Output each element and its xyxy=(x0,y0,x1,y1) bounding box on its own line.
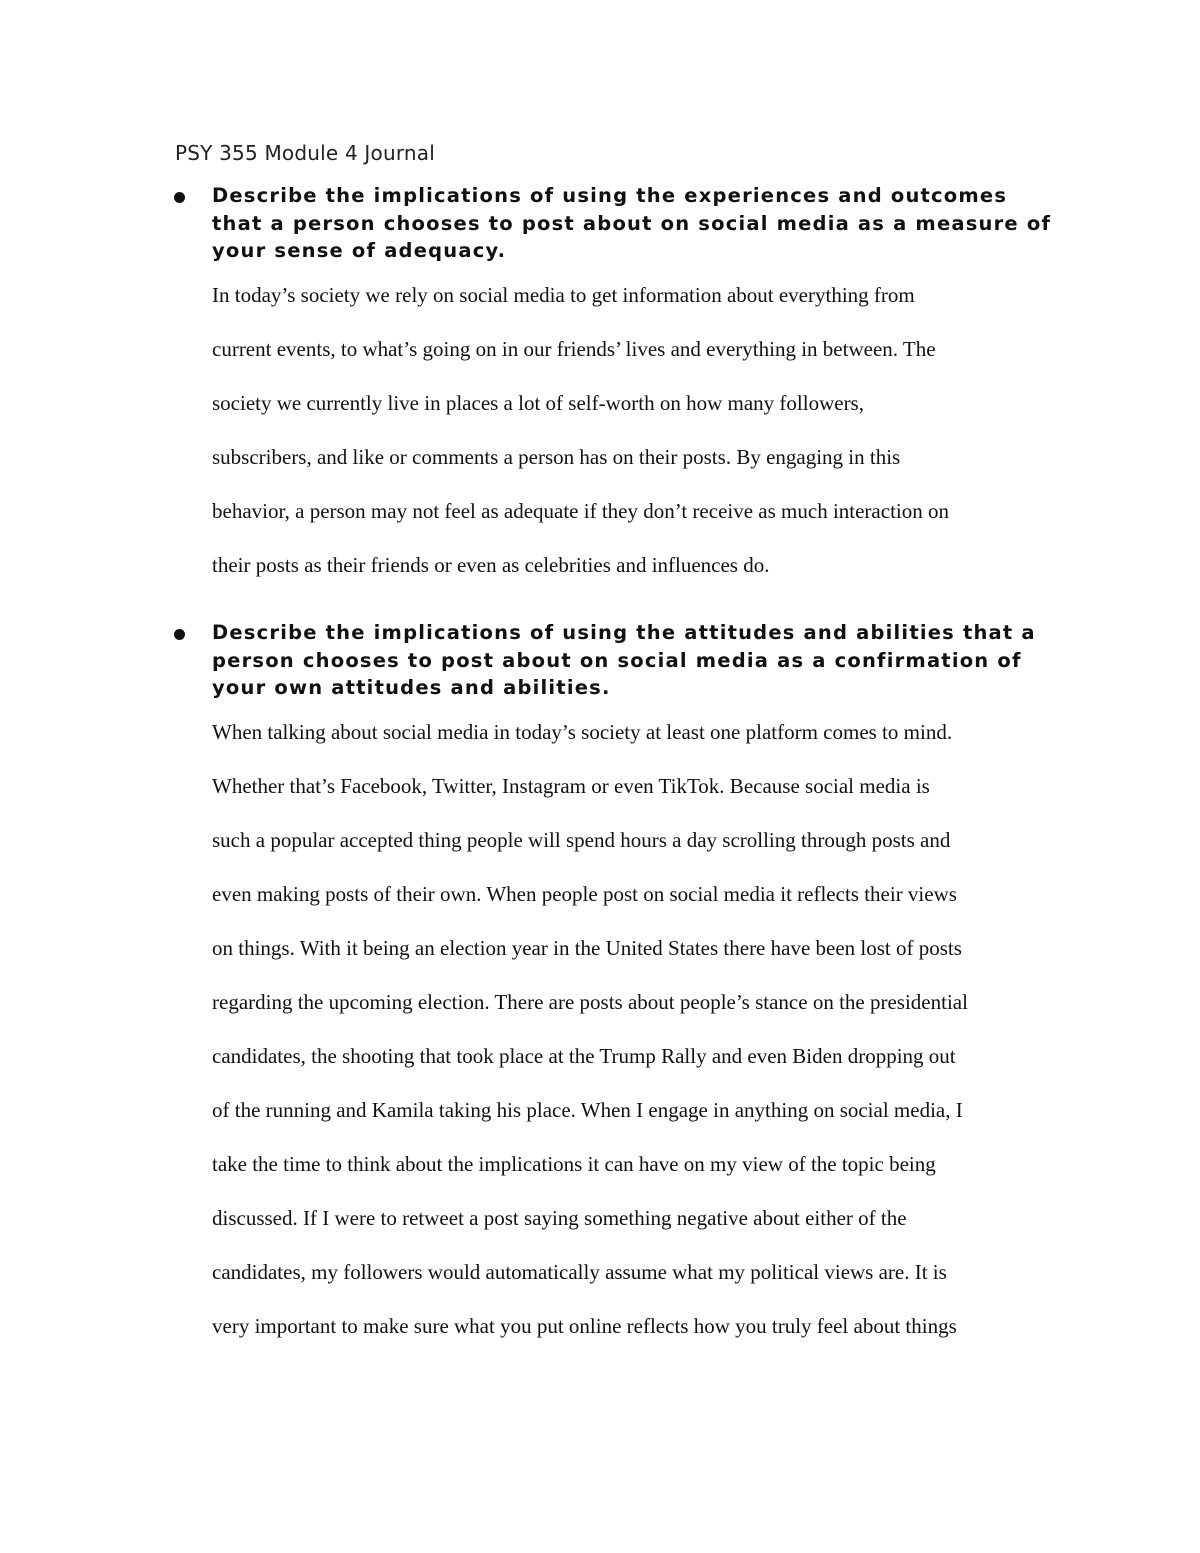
answer-line: even making posts of their own. When people post on social media it reflects their views xyxy=(212,882,957,906)
answer-line: such a popular accepted thing people will spend hours a day scrolling through posts and xyxy=(212,828,951,852)
answer-line: on things. With it being an election year in the United States there have been lost of posts xyxy=(212,936,962,960)
answer-line: take the time to think about the implications it can have on my view of the topic being xyxy=(212,1152,936,1176)
answer-line: candidates, the shooting that took place at the Trump Rally and even Biden dropping out xyxy=(212,1044,956,1068)
question-line: person chooses to post about on social media as a confirmation of xyxy=(212,648,1022,672)
answer-line: subscribers, and like or comments a person has on their posts. By engaging in this xyxy=(212,445,901,469)
answer-line: Whether that’s Facebook, Twitter, Instagram or even TikTok. Because social media is xyxy=(212,774,930,798)
answer-line: candidates, my followers would automatically assume what my political views are. It is xyxy=(212,1260,947,1284)
answer-line: In today’s society we rely on social media to get information about everything from xyxy=(212,283,915,307)
question-line: Describe the implications of using the attitudes and abilities that a xyxy=(212,621,1036,644)
question-2 xyxy=(212,619,1072,702)
answer-line: When talking about social media in today’s society at least one platform comes to mind. xyxy=(212,720,953,744)
answer-line: society we currently live in places a lot of self-worth on how many followers, xyxy=(212,391,864,415)
question-line: your own attitudes and abilities. xyxy=(212,676,611,699)
question-line: Describe the implications of using the experiences and outcomes xyxy=(212,184,1008,207)
answer-line: current events, to what’s going on in our friends’ lives and everything in between. The xyxy=(212,337,936,361)
answer-line: their posts as their friends or even as celebrities and influences do. xyxy=(212,553,770,577)
answer-line: discussed. If I were to retweet a post saying something negative about either of the xyxy=(212,1206,907,1230)
answer-line: regarding the upcoming election. There are posts about people’s stance on the presidential xyxy=(212,990,968,1014)
question-1 xyxy=(212,182,1072,265)
document-title: PSY 355 Module 4 Journal xyxy=(175,141,435,165)
answer-2 xyxy=(212,705,1092,1353)
question-line: your sense of adequacy. xyxy=(212,239,507,262)
answer-line: behavior, a person may not feel as adequate if they don’t receive as much interaction on xyxy=(212,499,949,523)
answer-line: of the running and Kamila taking his place. When I engage in anything on social media, I xyxy=(212,1098,963,1122)
bullet-icon xyxy=(174,629,185,640)
answer-line: very important to make sure what you put online reflects how you truly feel about things xyxy=(212,1314,957,1338)
bullet-icon xyxy=(174,192,185,203)
answer-1 xyxy=(212,268,1092,592)
question-line: that a person chooses to post about on social media as a measure of xyxy=(212,211,1052,235)
